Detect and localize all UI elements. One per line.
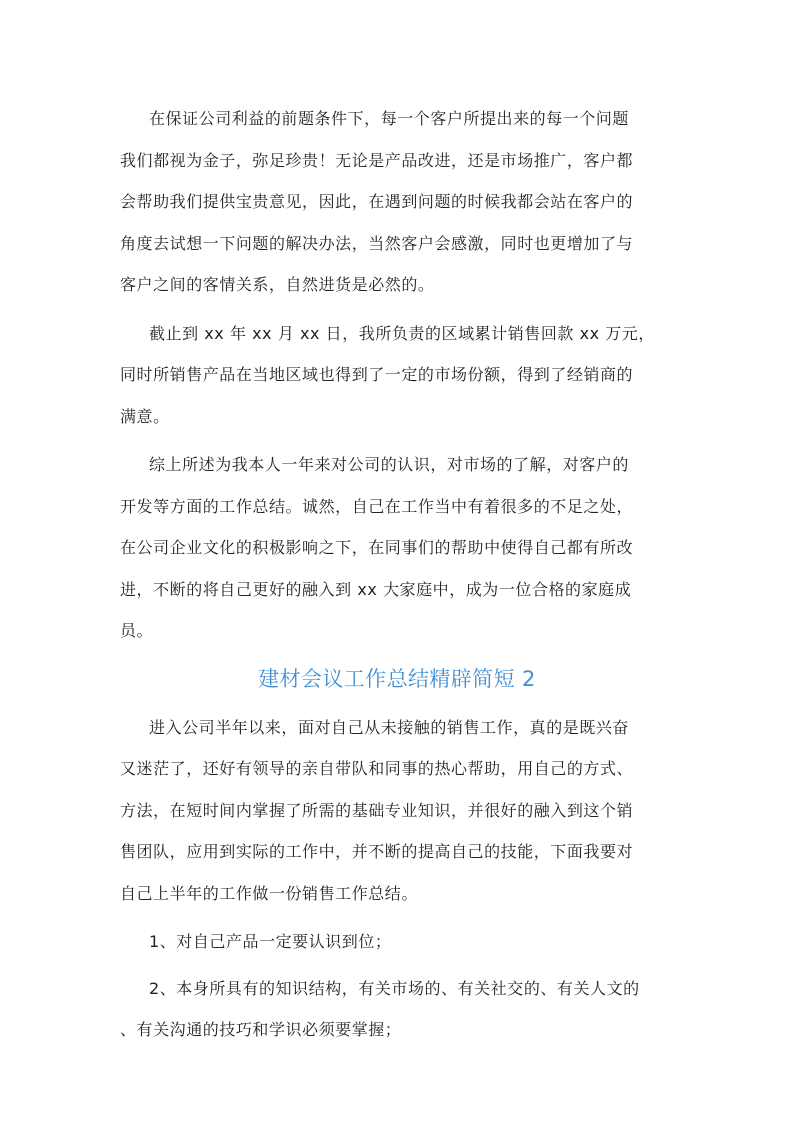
- text-line: 进，不断的将自己更好的融入到 xx 大家庭中，成为一位合格的家庭成: [120, 579, 632, 599]
- text-line: 角度去试想一下问题的解决办法，当然客户会感激，同时也更增加了与: [120, 233, 634, 253]
- section-heading: 建材会议工作总结精辟简短 2: [258, 666, 536, 691]
- text-line: 综上所述为我本人一年来对公司的认识，对市场的了解，对客户的: [149, 455, 629, 474]
- text-line: 方法，在短时间内掌握了所需的基础专业知识，并很好的融入到这个销: [120, 800, 634, 820]
- text-line: 、有关沟通的技巧和学识必须要掌握；: [120, 1020, 402, 1039]
- list-item: [120, 968, 674, 1051]
- paragraph-intro: [120, 707, 674, 915]
- paragraph-customer-feedback: [120, 98, 674, 306]
- text-line: 同时所销售产品在当地区域也得到了一定的市场份额，得到了经销商的: [120, 365, 634, 384]
- text-line: 进入公司半年以来，面对自己从未接触的销售工作，真的是既兴奋: [149, 717, 629, 737]
- paragraph-sales-results: [120, 313, 674, 438]
- text-line: 在公司企业文化的积极影响之下，在同事们的帮助中使得自己都有所改: [120, 538, 634, 557]
- document-page: [120, 98, 674, 1056]
- text-line: 1、对自己产品一定要认识到位；: [149, 932, 392, 951]
- text-line: 满意。: [120, 406, 170, 426]
- text-line: 在保证公司利益的前题条件下，每一个客户所提出来的每一个问题: [149, 109, 629, 128]
- text-line: 售团队，应用到实际的工作中，并不断的提高自己的技能，下面我要对: [120, 842, 634, 861]
- paragraph-summary: [120, 444, 674, 652]
- text-line: 2、本身所具有的知识结构，有关市场的、有关社交的、有关人文的: [149, 978, 640, 998]
- text-line: 又迷茫了，还好有领导的亲自带队和同事的热心帮助，用自己的方式、: [120, 759, 634, 778]
- text-line: 自己上半年的工作做一份销售工作总结。: [120, 883, 418, 903]
- text-line: 会帮助我们提供宝贵意见，因此，在遇到问题的时候我都会站在客户的: [120, 192, 634, 211]
- text-line: 我们都视为金子，弥足珍贵！无论是产品改进，还是市场推广，客户都: [120, 150, 634, 170]
- list-item: [120, 921, 674, 963]
- text-line: 客户之间的客情关系，自然进货是必然的。: [120, 275, 435, 294]
- text-line: 开发等方面的工作总结。诚然，自己在工作当中有着很多的不足之处，: [120, 496, 634, 516]
- text-line: 截止到 xx 年 xx 月 xx 日，我所负责的区域累计销售回款 xx 万元，: [149, 323, 655, 343]
- text-line: 员。: [120, 621, 154, 640]
